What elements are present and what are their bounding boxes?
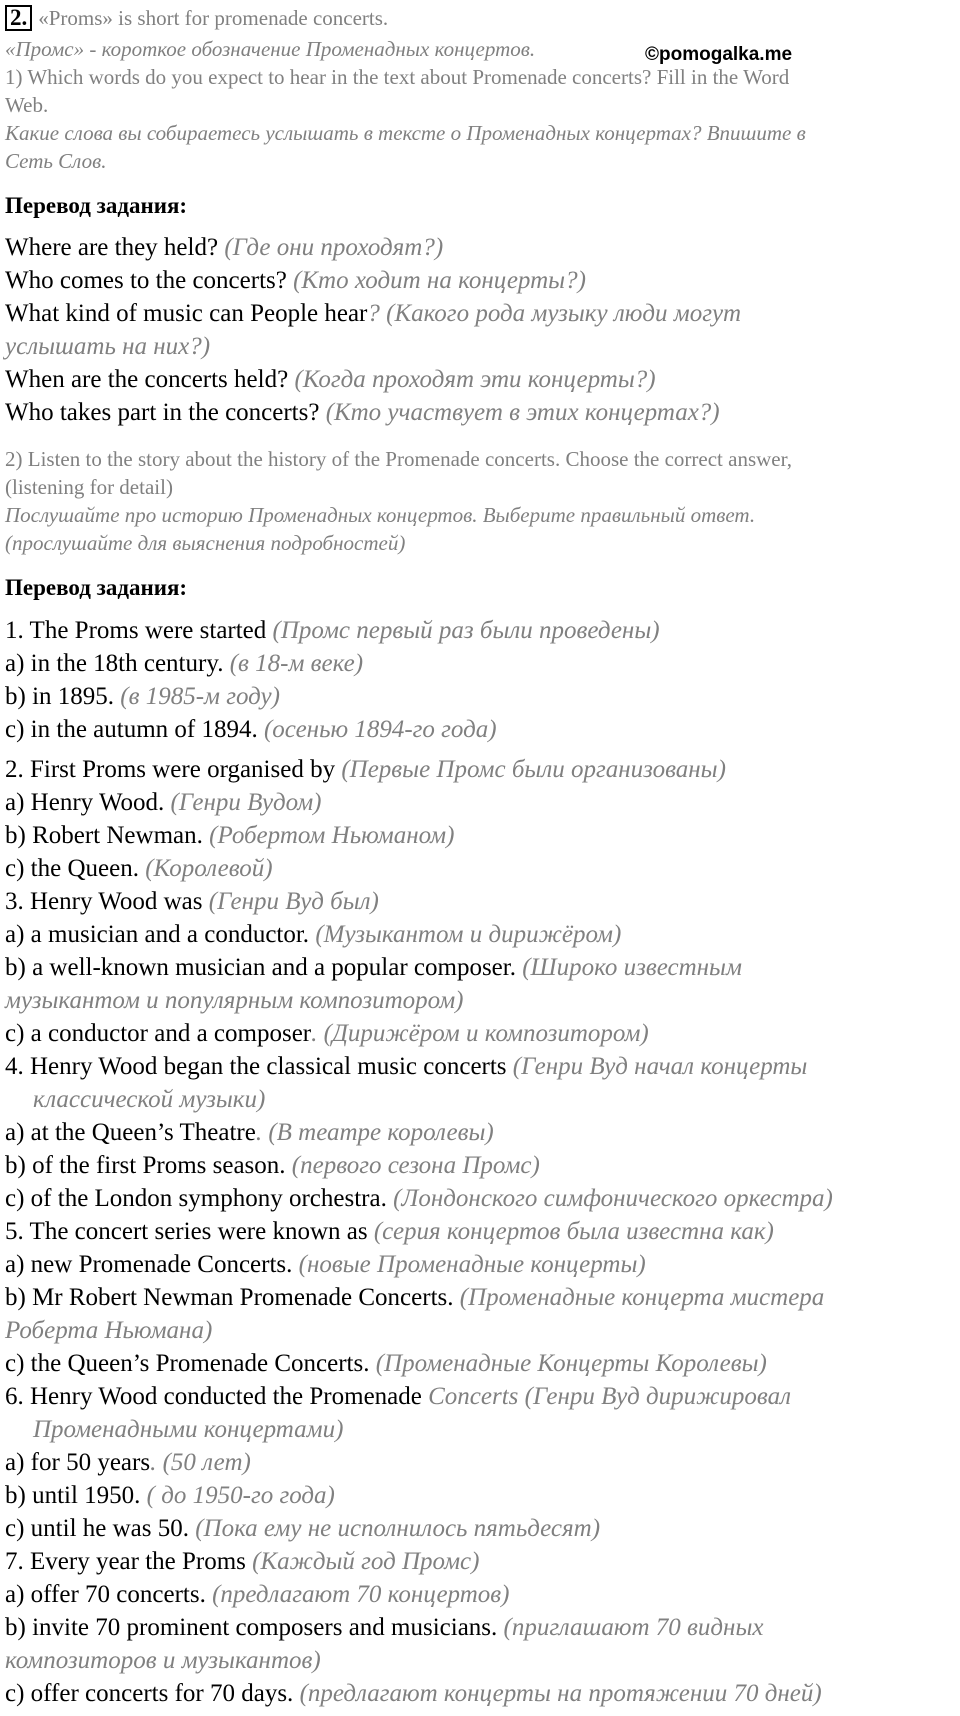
russian-translation: (предлагают концерты на протяжении 70 дней) bbox=[293, 1680, 822, 1707]
answer-line bbox=[5, 716, 497, 744]
english-text: c) of the London symphony orchestra. bbox=[5, 1185, 387, 1212]
english-text: b) a well-known musician and a popular composer. bbox=[5, 954, 516, 981]
answer-line bbox=[5, 789, 322, 817]
russian-translation: (Генри Вуд был) bbox=[202, 888, 379, 915]
english-text: a) a musician and a conductor. bbox=[5, 921, 310, 948]
answer-line bbox=[5, 1416, 343, 1444]
english-text: 1. The Proms were started bbox=[5, 617, 267, 644]
answer-line bbox=[5, 987, 463, 1015]
russian-translation: (Генри Вудом) bbox=[164, 789, 322, 816]
english-text: Who comes to the concerts? bbox=[5, 267, 287, 294]
task-number: 2. bbox=[5, 5, 32, 31]
answer-line bbox=[5, 1251, 646, 1279]
russian-translation: (Первые Промс были организованы) bbox=[335, 756, 726, 783]
russian-translation: (предлагают 70 концертов) bbox=[205, 1581, 510, 1608]
answer-line bbox=[5, 1482, 335, 1510]
russian-translation: (Королевой) bbox=[138, 855, 273, 882]
english-text: a) for 50 years bbox=[5, 1449, 151, 1476]
russian-translation: классической музыки) bbox=[33, 1086, 266, 1113]
english-text: c) a conductor and a composer bbox=[5, 1020, 312, 1047]
russian-translation: (Где они проходят?) bbox=[218, 234, 444, 261]
russian-translation: Concerts (Генри Вуд дирижировал bbox=[421, 1383, 791, 1410]
russian-translation: музыкантом и популярным композитором) bbox=[5, 987, 464, 1014]
answer-line bbox=[5, 683, 280, 711]
russian-translation: (Кто участвует в этих концертах?) bbox=[319, 399, 720, 426]
answer-line bbox=[5, 1020, 649, 1048]
instruction-2-en-line2: (listening for detail) bbox=[5, 475, 173, 499]
english-text: a) in the 18th century. bbox=[5, 650, 224, 677]
english-text: 5. The concert series were known as bbox=[5, 1218, 368, 1245]
instruction-1-en-line2: Web. bbox=[5, 93, 49, 117]
russian-translation: . (В театре королевы) bbox=[255, 1119, 494, 1146]
russian-translation: (новые Променадные концерты) bbox=[292, 1251, 646, 1278]
instruction-2-ru-line2: (прослушайте для выяснения подробностей) bbox=[5, 531, 406, 555]
russian-translation: (приглашают 70 видных bbox=[497, 1614, 764, 1641]
question-line bbox=[5, 300, 741, 328]
instruction-1-ru-line2: Сеть Слов. bbox=[5, 149, 107, 173]
russian-translation: (Кто ходит на концерты?) bbox=[286, 267, 586, 294]
russian-translation: (Музыкантом и дирижёром) bbox=[309, 921, 622, 948]
task-title-en: «Proms» is short for promenade concerts. bbox=[38, 6, 389, 30]
english-text: Where are they held? bbox=[5, 234, 219, 261]
section-heading-2: Перевод задания: bbox=[5, 575, 188, 600]
answer-line bbox=[5, 1350, 767, 1378]
english-text: c) offer concerts for 70 days. bbox=[5, 1680, 294, 1707]
russian-translation: ( до 1950-го года) bbox=[140, 1482, 335, 1509]
section-heading: Перевод задания: bbox=[5, 193, 188, 218]
answer-line bbox=[5, 1119, 494, 1147]
answer-line bbox=[5, 1383, 791, 1411]
answer-line bbox=[5, 1284, 824, 1312]
english-text: c) the Queen. bbox=[5, 855, 139, 882]
answer-line bbox=[5, 954, 742, 982]
russian-translation: (серия концертов была известна как) bbox=[367, 1218, 774, 1245]
russian-translation: (Промс первый раз были проведены) bbox=[266, 617, 660, 644]
russian-translation: . (50 лет) bbox=[150, 1449, 251, 1476]
english-text: Who takes part in the concerts? bbox=[5, 399, 320, 426]
instruction-1-en-line1: 1) Which words do you expect to hear in the text about Promenade concerts? Fill in the Word bbox=[5, 65, 790, 89]
english-text: 7. Every year the Proms bbox=[5, 1548, 246, 1575]
english-text: b) invite 70 prominent composers and musicians. bbox=[5, 1614, 498, 1641]
russian-translation: (Пока ему не исполнилось пятьдесят) bbox=[188, 1515, 601, 1542]
english-text: c) until he was 50. bbox=[5, 1515, 189, 1542]
answer-line bbox=[5, 1053, 807, 1081]
watermark: ©pomogalka.me bbox=[645, 44, 793, 65]
russian-translation: Роберта Ньюмана) bbox=[5, 1317, 213, 1344]
answer-line bbox=[5, 650, 363, 678]
answer-line bbox=[5, 1185, 833, 1213]
russian-translation: ? (Какого рода музыку люди могут bbox=[367, 300, 742, 327]
english-text: b) of the first Proms season. bbox=[5, 1152, 286, 1179]
russian-translation: . (Дирижёром и композитором) bbox=[311, 1020, 649, 1047]
english-text: 4. Henry Wood began the classical music concerts bbox=[5, 1053, 507, 1080]
answer-line bbox=[5, 1449, 251, 1477]
russian-translation: (осенью 1894-го года) bbox=[257, 716, 497, 743]
answer-line bbox=[5, 1581, 509, 1609]
answer-line bbox=[5, 617, 660, 645]
answer-line bbox=[5, 822, 454, 850]
english-text: 6. Henry Wood conducted the Promenade bbox=[5, 1383, 422, 1410]
question-line bbox=[5, 333, 210, 361]
answer-line bbox=[5, 1218, 774, 1246]
answer-line bbox=[5, 921, 621, 949]
instruction-2-ru-line1: Послушайте про историю Променадных концертов. Выберите правильный ответ. bbox=[5, 503, 756, 527]
answer-line bbox=[5, 1548, 479, 1576]
english-text: a) offer 70 concerts. bbox=[5, 1581, 206, 1608]
russian-translation: (Променадные концерта мистера bbox=[453, 1284, 825, 1311]
english-text: 3. Henry Wood was bbox=[5, 888, 203, 915]
answer-line bbox=[5, 855, 273, 883]
task-title-ru: «Промс» - короткое обозначение Променадных концертов. bbox=[5, 37, 536, 61]
russian-translation: (Робертом Ньюманом) bbox=[202, 822, 455, 849]
russian-translation: (первого сезона Промс) bbox=[285, 1152, 540, 1179]
english-text: a) at the Queen’s Theatre bbox=[5, 1119, 256, 1146]
english-text: c) the Queen’s Promenade Concerts. bbox=[5, 1350, 370, 1377]
english-text: c) in the autumn of 1894. bbox=[5, 716, 258, 743]
answer-line bbox=[5, 1086, 265, 1114]
russian-translation: (Променадные Концерты Королевы) bbox=[369, 1350, 767, 1377]
russian-translation: Променадными концертами) bbox=[33, 1416, 344, 1443]
question-line bbox=[5, 267, 586, 295]
answer-line bbox=[5, 1614, 763, 1642]
task-title-line bbox=[5, 5, 388, 31]
answer-line bbox=[5, 1680, 822, 1708]
english-text: When are the concerts held? bbox=[5, 366, 289, 393]
russian-translation: (Широко известным bbox=[515, 954, 742, 981]
english-text: b) in 1895. bbox=[5, 683, 115, 710]
russian-translation: (Лондонского симфонического оркестра) bbox=[386, 1185, 833, 1212]
answer-line bbox=[5, 1317, 212, 1345]
english-text: 2. First Proms were organised by bbox=[5, 756, 336, 783]
answer-line bbox=[5, 756, 726, 784]
russian-translation: услышать на них?) bbox=[5, 333, 211, 360]
instruction-1-ru-line1: Какие слова вы собираетесь услышать в тексте о Променадных концертах? Впишите в bbox=[5, 121, 806, 145]
russian-translation: (Когда проходят эти концерты?) bbox=[288, 366, 656, 393]
russian-translation: (в 1985-м году) bbox=[114, 683, 280, 710]
answer-line bbox=[5, 1152, 540, 1180]
english-text: b) Robert Newman. bbox=[5, 822, 203, 849]
russian-translation: (в 18-м веке) bbox=[223, 650, 364, 677]
english-text: b) until 1950. bbox=[5, 1482, 141, 1509]
answer-line bbox=[5, 1647, 321, 1675]
question-line bbox=[5, 399, 720, 427]
english-text: a) Henry Wood. bbox=[5, 789, 165, 816]
instruction-2-en-line1: 2) Listen to the story about the history of the Promenade concerts. Choose the correct answer, bbox=[5, 447, 793, 471]
russian-translation: (Генри Вуд начал концерты bbox=[506, 1053, 808, 1080]
russian-translation: (Каждый год Промс) bbox=[245, 1548, 480, 1575]
english-text: b) Mr Robert Newman Promenade Concerts. bbox=[5, 1284, 454, 1311]
english-text: a) new Promenade Concerts. bbox=[5, 1251, 293, 1278]
answer-line bbox=[5, 1515, 600, 1543]
question-line bbox=[5, 366, 656, 394]
english-text: What kind of music can People hear bbox=[5, 300, 368, 327]
russian-translation: композиторов и музыкантов) bbox=[5, 1647, 321, 1674]
question-line bbox=[5, 234, 443, 262]
answer-line bbox=[5, 888, 379, 916]
